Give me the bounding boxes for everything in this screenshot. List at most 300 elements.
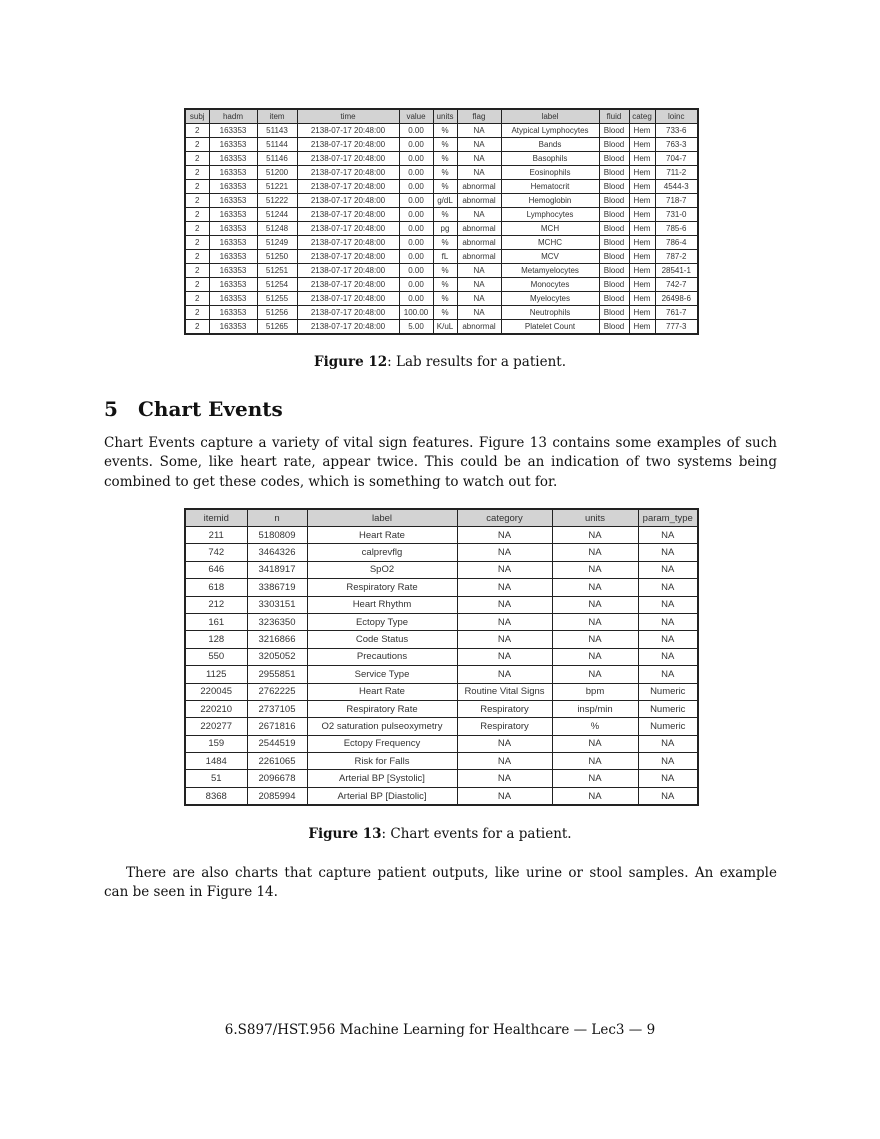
table-cell: 2138-07-17 20:48:00 <box>297 138 399 152</box>
table-row <box>185 194 698 208</box>
table-cell: 163353 <box>209 250 257 264</box>
table-cell: Hem <box>629 250 655 264</box>
table-cell: Platelet Count <box>501 320 599 335</box>
column-header-label: label <box>307 509 457 527</box>
table-cell: Code Status <box>307 631 457 648</box>
table-cell: 2 <box>185 138 209 152</box>
page-footer: 6.S897/HST.956 Machine Learning for Healthcare — Lec3 — 9 <box>224 1022 656 1038</box>
section-heading <box>104 397 283 421</box>
table-cell: 220210 <box>185 700 247 717</box>
chart-events-paragraph: Chart Events capture a variety of vital sign features. Figure 13 contains some examples of such events. Some, like heart rate, appear twice. This could be an indication of two systems being combined to get these codes, which is something to watch out for. <box>104 435 777 490</box>
table-cell: Blood <box>599 180 629 194</box>
table-cell: 51248 <box>257 222 297 236</box>
table-cell: % <box>433 180 457 194</box>
figure-13-label: Figure 13 <box>308 826 382 842</box>
column-header-n: n <box>247 509 307 527</box>
table-cell: 0.00 <box>399 166 433 180</box>
table-cell: 2 <box>185 292 209 306</box>
table-cell: 733-6 <box>655 124 698 138</box>
table-cell: NA <box>457 648 552 665</box>
table-cell: % <box>433 152 457 166</box>
table-row <box>185 753 698 770</box>
table-cell: Hem <box>629 194 655 208</box>
table-row <box>185 306 698 320</box>
table-cell: 5180809 <box>247 527 307 544</box>
table-row <box>185 700 698 717</box>
table-cell: 777-3 <box>655 320 698 335</box>
table-cell: Hem <box>629 292 655 306</box>
table-cell: NA <box>457 264 501 278</box>
table-cell: MCHC <box>501 236 599 250</box>
table-cell: 0.00 <box>399 194 433 208</box>
table-cell: 2 <box>185 250 209 264</box>
table-cell: NA <box>457 527 552 544</box>
table-row <box>185 718 698 735</box>
table-cell: Respiratory <box>457 718 552 735</box>
table-cell: NA <box>638 561 698 578</box>
table-row <box>185 320 698 335</box>
table-cell: abnormal <box>457 180 501 194</box>
table-cell: % <box>433 124 457 138</box>
column-header-units: units <box>552 509 638 527</box>
chart-events-table <box>184 508 699 806</box>
table-cell: Atypical Lymphocytes <box>501 124 599 138</box>
table-cell: abnormal <box>457 250 501 264</box>
table-cell: Hem <box>629 264 655 278</box>
table-cell: Precautions <box>307 648 457 665</box>
table-cell: NA <box>552 596 638 613</box>
table-cell: 51144 <box>257 138 297 152</box>
table-cell: NA <box>552 561 638 578</box>
table-cell: % <box>433 292 457 306</box>
table-cell: Basophils <box>501 152 599 166</box>
lab-table-header-row <box>185 109 698 124</box>
table-cell: NA <box>552 631 638 648</box>
table-cell: Routine Vital Signs <box>457 683 552 700</box>
table-cell: 2 <box>185 278 209 292</box>
table-cell: 51143 <box>257 124 297 138</box>
table-cell: % <box>433 264 457 278</box>
table-row <box>185 648 698 665</box>
table-cell: 0.00 <box>399 236 433 250</box>
table-cell: NA <box>457 124 501 138</box>
table-cell: 163353 <box>209 306 257 320</box>
table-cell: NA <box>552 787 638 805</box>
table-cell: 163353 <box>209 278 257 292</box>
table-cell: Respiratory Rate <box>307 579 457 596</box>
table-cell: 2 <box>185 180 209 194</box>
table-cell: 2671816 <box>247 718 307 735</box>
column-header-fluid: fluid <box>599 109 629 124</box>
table-cell: Neutrophils <box>501 306 599 320</box>
table-cell: NA <box>638 666 698 683</box>
table-cell: 163353 <box>209 222 257 236</box>
table-row <box>185 208 698 222</box>
table-cell: Numeric <box>638 718 698 735</box>
table-cell: 711-2 <box>655 166 698 180</box>
table-cell: 163353 <box>209 152 257 166</box>
table-cell: 2955851 <box>247 666 307 683</box>
table-cell: 2 <box>185 306 209 320</box>
table-cell: 51249 <box>257 236 297 250</box>
table-cell: 163353 <box>209 236 257 250</box>
table-cell: Monocytes <box>501 278 599 292</box>
table-cell: NA <box>638 753 698 770</box>
table-row <box>185 735 698 752</box>
table-cell: NA <box>457 561 552 578</box>
table-cell: 3418917 <box>247 561 307 578</box>
table-cell: NA <box>457 735 552 752</box>
table-cell: NA <box>638 787 698 805</box>
table-cell: NA <box>457 138 501 152</box>
table-row <box>185 631 698 648</box>
section-title: Chart Events <box>138 397 283 421</box>
table-row <box>185 166 698 180</box>
table-cell: 2085994 <box>247 787 307 805</box>
table-cell: Arterial BP [Diastolic] <box>307 787 457 805</box>
table-cell: fL <box>433 250 457 264</box>
table-cell: 704-7 <box>655 152 698 166</box>
table-cell: NA <box>552 544 638 561</box>
table-cell: MCH <box>501 222 599 236</box>
table-cell: 785-6 <box>655 222 698 236</box>
table-cell: 742-7 <box>655 278 698 292</box>
table-cell: 220277 <box>185 718 247 735</box>
table-cell: 51265 <box>257 320 297 335</box>
table-cell: Blood <box>599 278 629 292</box>
lab-table-body <box>185 124 698 335</box>
table-cell: 761-7 <box>655 306 698 320</box>
table-cell: Blood <box>599 194 629 208</box>
table-cell: abnormal <box>457 236 501 250</box>
table-cell: NA <box>457 787 552 805</box>
table-cell: % <box>433 306 457 320</box>
section-number: 5 <box>104 397 118 421</box>
table-cell: Hem <box>629 138 655 152</box>
table-cell: % <box>433 236 457 250</box>
table-cell: NA <box>552 666 638 683</box>
table-cell: 2138-07-17 20:48:00 <box>297 208 399 222</box>
column-header-units: units <box>433 109 457 124</box>
table-cell: 787-2 <box>655 250 698 264</box>
table-cell: NA <box>552 613 638 630</box>
table-cell: abnormal <box>457 320 501 335</box>
table-cell: 1125 <box>185 666 247 683</box>
table-cell: 51251 <box>257 264 297 278</box>
table-cell: Arterial BP [Systolic] <box>307 770 457 787</box>
table-cell: 550 <box>185 648 247 665</box>
table-cell: 2138-07-17 20:48:00 <box>297 152 399 166</box>
column-header-itemid: itemid <box>185 509 247 527</box>
table-cell: NA <box>457 306 501 320</box>
table-cell: 5.00 <box>399 320 433 335</box>
table-cell: 8368 <box>185 787 247 805</box>
table-row <box>185 787 698 805</box>
table-cell: Respiratory <box>457 700 552 717</box>
table-cell: 51256 <box>257 306 297 320</box>
table-row <box>185 561 698 578</box>
table-cell: Blood <box>599 138 629 152</box>
table-cell: NA <box>457 278 501 292</box>
table-cell: NA <box>457 596 552 613</box>
column-header-label: label <box>501 109 599 124</box>
table-cell: 718-7 <box>655 194 698 208</box>
table-cell: 51 <box>185 770 247 787</box>
table-cell: Blood <box>599 236 629 250</box>
table-cell: Blood <box>599 208 629 222</box>
table-cell: Hem <box>629 320 655 335</box>
table-cell: Bands <box>501 138 599 152</box>
table-cell: Blood <box>599 320 629 335</box>
table-cell: 2138-07-17 20:48:00 <box>297 222 399 236</box>
patient-outputs-paragraph: There are also charts that capture patient outputs, like urine or stool samples. An example can be seen in Figure 14. <box>104 865 777 901</box>
table-cell: 212 <box>185 596 247 613</box>
table-cell: Blood <box>599 264 629 278</box>
table-row <box>185 527 698 544</box>
table-cell: 1484 <box>185 753 247 770</box>
figure-12-label: Figure 12 <box>313 354 388 370</box>
table-cell: Hem <box>629 222 655 236</box>
table-cell: Hem <box>629 152 655 166</box>
table-cell: 2 <box>185 194 209 208</box>
table-cell: NA <box>457 579 552 596</box>
table-cell: 0.00 <box>399 292 433 306</box>
table-cell: Risk for Falls <box>307 753 457 770</box>
table-cell: NA <box>638 544 698 561</box>
table-cell: NA <box>457 666 552 683</box>
table-cell: 51254 <box>257 278 297 292</box>
table-cell: 163353 <box>209 138 257 152</box>
table-cell: calprevflg <box>307 544 457 561</box>
table-cell: Hem <box>629 278 655 292</box>
table-cell: 763-3 <box>655 138 698 152</box>
table-cell: NA <box>457 613 552 630</box>
table-cell: 163353 <box>209 320 257 335</box>
table-cell: 786-4 <box>655 236 698 250</box>
table-row <box>185 222 698 236</box>
table-cell: Heart Rhythm <box>307 596 457 613</box>
table-cell: % <box>433 138 457 152</box>
figure-12-caption <box>0 354 880 370</box>
table-cell: 2138-07-17 20:48:00 <box>297 250 399 264</box>
table-row <box>185 264 698 278</box>
table-cell: 2 <box>185 264 209 278</box>
table-cell: Hem <box>629 180 655 194</box>
table-cell: 618 <box>185 579 247 596</box>
table-cell: 0.00 <box>399 124 433 138</box>
table-cell: 220045 <box>185 683 247 700</box>
table-cell: 2138-07-17 20:48:00 <box>297 236 399 250</box>
table-row <box>185 292 698 306</box>
figure-13-text: : Chart events for a patient. <box>381 826 572 842</box>
table-cell: 163353 <box>209 166 257 180</box>
table-cell: 0.00 <box>399 222 433 236</box>
table-cell: pg <box>433 222 457 236</box>
table-cell: NA <box>457 544 552 561</box>
table-cell: 3236350 <box>247 613 307 630</box>
table-row <box>185 613 698 630</box>
table-cell: Hemoglobin <box>501 194 599 208</box>
table-cell: 2 <box>185 166 209 180</box>
table-cell: Myelocytes <box>501 292 599 306</box>
table-cell: abnormal <box>457 194 501 208</box>
table-row <box>185 180 698 194</box>
table-cell: abnormal <box>457 222 501 236</box>
table-cell: 2737105 <box>247 700 307 717</box>
lab-results-table <box>184 108 699 335</box>
table-cell: 2138-07-17 20:48:00 <box>297 292 399 306</box>
figure-12-text: : Lab results for a patient. <box>387 354 566 370</box>
table-cell: 3386719 <box>247 579 307 596</box>
table-cell: 163353 <box>209 292 257 306</box>
table-cell: 51250 <box>257 250 297 264</box>
table-cell: Heart Rate <box>307 683 457 700</box>
table-cell: 0.00 <box>399 278 433 292</box>
table-row <box>185 770 698 787</box>
column-header-value: value <box>399 109 433 124</box>
table-cell: 51221 <box>257 180 297 194</box>
column-header-param-type: param_type <box>638 509 698 527</box>
table-cell: NA <box>638 579 698 596</box>
table-cell: NA <box>552 735 638 752</box>
table-row <box>185 579 698 596</box>
table-cell: 159 <box>185 735 247 752</box>
table-row <box>185 683 698 700</box>
table-cell: Ectopy Frequency <box>307 735 457 752</box>
table-cell: NA <box>457 152 501 166</box>
table-row <box>185 152 698 166</box>
table-row <box>185 666 698 683</box>
column-header-item: item <box>257 109 297 124</box>
table-cell: Numeric <box>638 700 698 717</box>
table-cell: 2138-07-17 20:48:00 <box>297 264 399 278</box>
table-cell: bpm <box>552 683 638 700</box>
column-header-flag: flag <box>457 109 501 124</box>
table-cell: Hematocrit <box>501 180 599 194</box>
table-cell: 2138-07-17 20:48:00 <box>297 194 399 208</box>
chart-table-header-row <box>185 509 698 527</box>
table-cell: NA <box>638 631 698 648</box>
table-cell: O2 saturation pulseoxymetry <box>307 718 457 735</box>
table-cell: Hem <box>629 124 655 138</box>
column-header-categ: categ <box>629 109 655 124</box>
table-cell: 163353 <box>209 180 257 194</box>
table-cell: 646 <box>185 561 247 578</box>
table-cell: Hem <box>629 236 655 250</box>
table-row <box>185 278 698 292</box>
table-row <box>185 138 698 152</box>
table-cell: 211 <box>185 527 247 544</box>
table-row <box>185 544 698 561</box>
table-cell: NA <box>552 579 638 596</box>
table-cell: NA <box>638 596 698 613</box>
table-cell: 742 <box>185 544 247 561</box>
table-cell: 2138-07-17 20:48:00 <box>297 320 399 335</box>
table-cell: NA <box>638 648 698 665</box>
table-cell: Hem <box>629 208 655 222</box>
table-cell: Eosinophils <box>501 166 599 180</box>
table-cell: 163353 <box>209 194 257 208</box>
table-cell: 163353 <box>209 124 257 138</box>
table-cell: Blood <box>599 222 629 236</box>
table-cell: 51244 <box>257 208 297 222</box>
table-cell: NA <box>638 613 698 630</box>
table-cell: Blood <box>599 124 629 138</box>
table-cell: 26498-6 <box>655 292 698 306</box>
table-cell: Respiratory Rate <box>307 700 457 717</box>
table-cell: NA <box>638 770 698 787</box>
table-cell: 0.00 <box>399 138 433 152</box>
table-cell: 2 <box>185 208 209 222</box>
table-cell: 128 <box>185 631 247 648</box>
table-cell: g/dL <box>433 194 457 208</box>
table-cell: 51146 <box>257 152 297 166</box>
table-cell: Blood <box>599 152 629 166</box>
table-cell: Blood <box>599 250 629 264</box>
table-cell: 731-0 <box>655 208 698 222</box>
table-cell: Blood <box>599 292 629 306</box>
table-cell: NA <box>457 208 501 222</box>
table-cell: NA <box>638 527 698 544</box>
table-cell: % <box>433 166 457 180</box>
table-cell: Hem <box>629 166 655 180</box>
table-cell: 2096678 <box>247 770 307 787</box>
table-cell: 2138-07-17 20:48:00 <box>297 306 399 320</box>
figure-13-caption <box>0 826 880 842</box>
table-cell: Heart Rate <box>307 527 457 544</box>
table-cell: Metamyelocytes <box>501 264 599 278</box>
table-cell: SpO2 <box>307 561 457 578</box>
table-cell: 0.00 <box>399 180 433 194</box>
table-cell: NA <box>457 753 552 770</box>
table-cell: 2762225 <box>247 683 307 700</box>
table-cell: Hem <box>629 306 655 320</box>
table-row <box>185 236 698 250</box>
table-cell: 4544-3 <box>655 180 698 194</box>
table-cell: insp/min <box>552 700 638 717</box>
table-cell: 0.00 <box>399 250 433 264</box>
table-cell: 51222 <box>257 194 297 208</box>
table-cell: NA <box>457 292 501 306</box>
table-cell: NA <box>552 770 638 787</box>
table-cell: MCV <box>501 250 599 264</box>
table-cell: 3464326 <box>247 544 307 561</box>
table-cell: 2138-07-17 20:48:00 <box>297 166 399 180</box>
table-cell: 100.00 <box>399 306 433 320</box>
table-cell: 2138-07-17 20:48:00 <box>297 180 399 194</box>
table-cell: Blood <box>599 166 629 180</box>
table-cell: NA <box>552 753 638 770</box>
table-cell: 2 <box>185 236 209 250</box>
table-cell: 51255 <box>257 292 297 306</box>
table-row <box>185 124 698 138</box>
table-cell: 2 <box>185 124 209 138</box>
table-cell: 3205052 <box>247 648 307 665</box>
table-cell: 2138-07-17 20:48:00 <box>297 278 399 292</box>
table-cell: 51200 <box>257 166 297 180</box>
table-cell: % <box>433 278 457 292</box>
table-cell: 3303151 <box>247 596 307 613</box>
table-cell: 163353 <box>209 264 257 278</box>
table-cell: 2138-07-17 20:48:00 <box>297 124 399 138</box>
table-cell: NA <box>552 648 638 665</box>
table-cell: NA <box>638 735 698 752</box>
table-cell: NA <box>552 527 638 544</box>
table-cell: Lymphocytes <box>501 208 599 222</box>
table-cell: 2544519 <box>247 735 307 752</box>
table-cell: K/uL <box>433 320 457 335</box>
column-header-loinc: loinc <box>655 109 698 124</box>
